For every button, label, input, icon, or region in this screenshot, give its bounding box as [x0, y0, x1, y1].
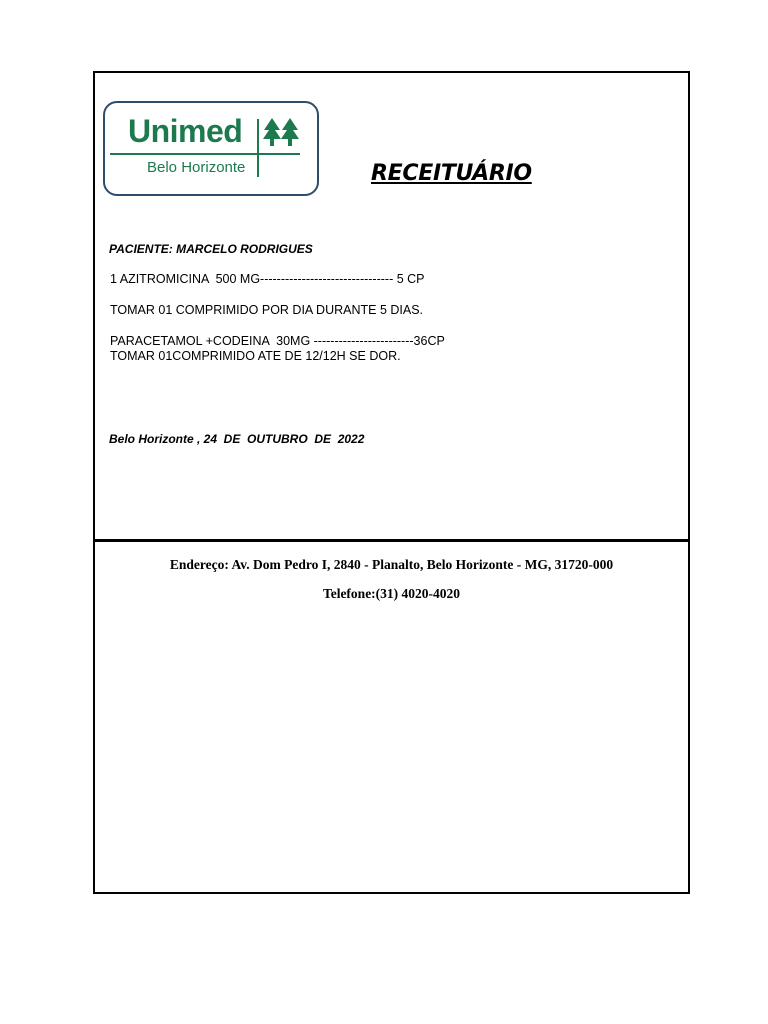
footer-divider: [93, 539, 690, 542]
prescription-line: 1 AZITROMICINA 500 MG-------------------------------- 5 CP: [110, 272, 425, 286]
logo-vertical-rule: [257, 119, 259, 177]
logo-horizontal-rule: [110, 153, 300, 155]
unimed-tree-icon: [263, 117, 299, 147]
prescription-line: PARACETAMOL +CODEINA 30MG ------------------------36CP: [110, 334, 445, 348]
clinic-phone: Telefone:(31) 4020-4020: [322, 586, 461, 601]
prescription-line: TOMAR 01COMPRIMIDO ATE DE 12/12H SE DOR.: [110, 349, 401, 363]
unimed-logo: [103, 101, 319, 196]
logo-city-text: Belo Horizonte: [147, 159, 246, 176]
prescription-line: TOMAR 01 COMPRIMIDO POR DIA DURANTE 5 DIAS.: [110, 303, 424, 317]
page-title: RECEITUÁRIO: [371, 161, 532, 186]
patient-name: PACIENTE: MARCELO RODRIGUES: [109, 242, 313, 256]
logo-brand-text: Unimed: [128, 113, 243, 149]
clinic-address: Endereço: Av. Dom Pedro I, 2840 - Planalto, Belo Horizonte - MG, 31720-000: [169, 557, 614, 572]
issue-date: Belo Horizonte , 24 DE OUTUBRO DE 2022: [109, 432, 365, 446]
